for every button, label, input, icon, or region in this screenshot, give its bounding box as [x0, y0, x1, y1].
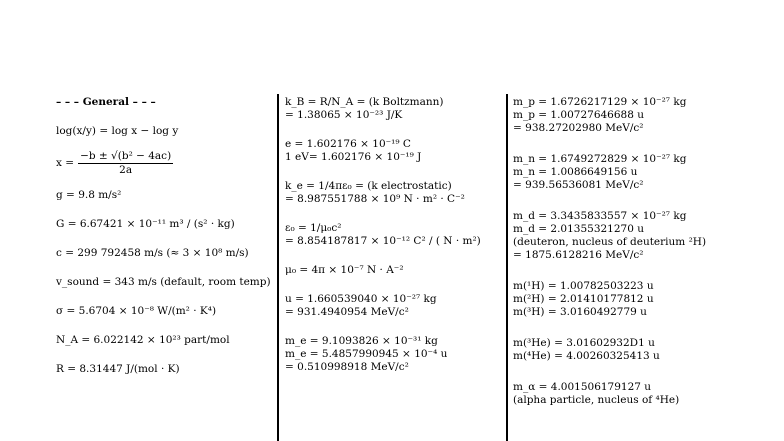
section-header: – – – General – – – — [56, 96, 156, 108]
hydrogen-1-mass: m(¹H) = 1.00782503223 u — [513, 280, 654, 292]
proton-mass-u: m_p = 1.00727646688 u — [513, 109, 645, 121]
avogadro-number: N_A = 6.022142 × 10²³ part/mol — [56, 334, 230, 346]
stefan-boltzmann: σ = 5.6704 × 10⁻⁸ W/(m² · K⁴) — [56, 305, 217, 317]
neutron-mass-kg: m_n = 1.6749272829 × 10⁻²⁷ kg — [513, 153, 687, 165]
quadratic-lhs: x = — [56, 157, 75, 169]
quadratic-numerator: −b ± √(b² − 4ac) — [80, 150, 172, 162]
deuteron-mass-kg: m_d = 3.3435833557 × 10⁻²⁷ kg — [513, 210, 687, 222]
atomic-mass-unit-mev: = 931.4940954 MeV/c² — [285, 306, 409, 318]
hydrogen-3-mass: m(³H) = 3.0160492779 u — [513, 306, 647, 318]
log-rule: log(x/y) = log x − log y — [56, 125, 179, 137]
gravitational-constant: G = 6.67421 × 10⁻¹¹ m³ / (s² · kg) — [56, 218, 235, 230]
quadratic-denominator: 2a — [119, 164, 133, 176]
deuteron-mass-u: m_d = 2.01355321270 u — [513, 223, 645, 235]
general-column — [56, 96, 271, 376]
deuteron-mass-mev: = 1875.6128216 MeV/c² — [513, 249, 644, 261]
electron-mass-kg: m_e = 9.1093826 × 10⁻³¹ kg — [285, 335, 438, 347]
permeability: μ₀ = 4π × 10⁻⁷ N · A⁻² — [285, 264, 404, 276]
particle-masses-column — [513, 96, 775, 407]
gravity-constant: g = 9.8 m/s² — [56, 189, 122, 201]
gas-constant: R = 8.31447 J/(mol · K) — [56, 363, 180, 375]
helium-4-mass: m(⁴He) = 4.00260325413 u — [513, 350, 660, 362]
boltzmann-line-2: = 1.38065 × 10⁻²³ J/K — [285, 109, 403, 121]
boltzmann-line-1: k_B = R/N_A = (k Boltzmann) — [285, 96, 444, 108]
proton-mass-kg: m_p = 1.6726217129 × 10⁻²⁷ kg — [513, 96, 687, 108]
speed-of-light: c = 299 792458 m/s (≈ 3 × 10⁸ m/s) — [56, 247, 249, 259]
hydrogen-2-mass: m(²H) = 2.01410177812 u — [513, 293, 654, 305]
proton-mass-mev: = 938.27202980 MeV/c² — [513, 122, 644, 134]
neutron-mass-u: m_n = 1.0086649156 u — [513, 166, 638, 178]
column-divider-right — [506, 94, 508, 441]
neutron-mass-mev: = 939.56536081 MeV/c² — [513, 179, 644, 191]
elementary-charge: e = 1.602176 × 10⁻¹⁹ C — [285, 138, 411, 150]
quadratic-formula — [56, 150, 271, 177]
deuteron-note: (deuteron, nucleus of deuterium ²H) — [513, 236, 707, 248]
electron-mass-mev: = 0.510998918 MeV/c² — [285, 361, 409, 373]
atomic-mass-unit-kg: u = 1.660539040 × 10⁻²⁷ kg — [285, 293, 437, 305]
constants-column — [285, 96, 500, 374]
electron-mass-u: m_e = 5.4857990945 × 10⁻⁴ u — [285, 348, 448, 360]
helium-3-mass: m(³He) = 3.01602932D1 u — [513, 337, 655, 349]
permittivity-line-2: = 8.854187817 × 10⁻¹² C² / ( N · m²) — [285, 235, 481, 247]
permittivity-line-1: ε₀ = 1/μ₀c² — [285, 222, 342, 234]
speed-of-sound: v_sound = 343 m/s (default, room temp) — [56, 276, 271, 288]
coulomb-line-1: k_e = 1/4πε₀ = (k electrostatic) — [285, 180, 452, 192]
column-divider-left — [277, 94, 279, 441]
alpha-note: (alpha particle, nucleus of ⁴He) — [513, 394, 680, 406]
quadratic-fraction — [78, 150, 173, 177]
coulomb-line-2: = 8.987551788 × 10⁹ N · m² · C⁻² — [285, 193, 465, 205]
electron-volt: 1 eV= 1.602176 × 10⁻¹⁹ J — [285, 151, 422, 163]
alpha-mass: m_α = 4.001506179127 u — [513, 381, 652, 393]
